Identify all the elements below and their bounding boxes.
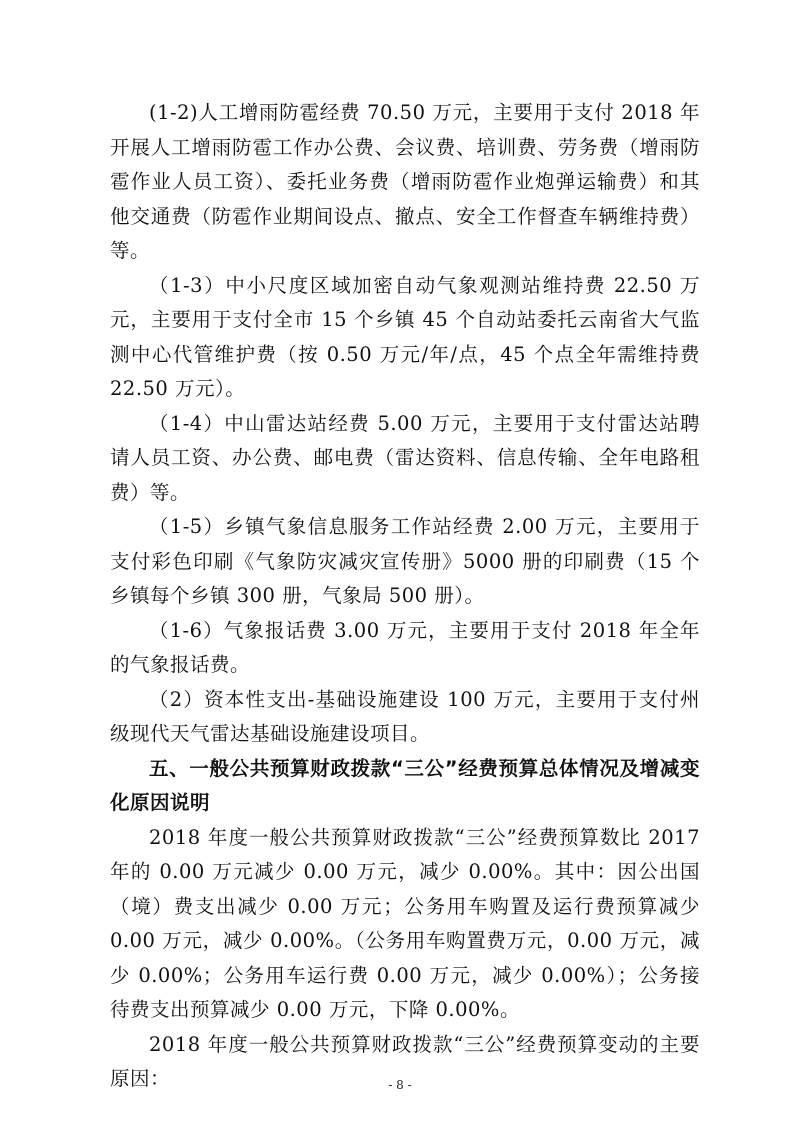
paragraph-1-5: （1-5）乡镇气象信息服务工作站经费 2.00 万元，主要用于支付彩色印刷《气象防灾减灾宣传册》5000 册的印刷费（15 个乡镇每个乡镇 300 册，气象局 500 册）。: [110, 515, 700, 607]
paragraph-1-4: （1-4）中山雷达站经费 5.00 万元，主要用于支付雷达站聘请人员工资、办公费、邮电费（雷达资料、信息传输、全年电路租费）等。: [110, 411, 700, 504]
paragraph-1-2: (1-2)人工增雨防雹经费 70.50 万元，主要用于支付 2018 年开展人工增雨防雹工作办公费、会议费、培训费、劳务费（增雨防雹作业人员工资）、委托业务费（增雨防雹作业炮弹运输费）和其他交通费（防雹作业期间设点、撤点、安全工作督查车辆维持费）等。: [110, 101, 700, 262]
paragraph-three-public-summary: 2018 年度一般公共预算财政拨款“三公”经费预算数比 2017 年的 0.00 万元减少 0.00 万元，减少 0.00%。其中：因公出国（境）费支出减少 0.00 万元；公务用车购置及运行费预算减少 0.00 万元，减少 0.00%。（公务用车购置费万元，0.00 万元，减少 0.00%；公务用车运行费 0.00 万元，减少 0.00%）；公务接待费支出预算减少 0.00 万元，下降 0.00%。: [110, 825, 700, 1021]
page-number: - 8 -: [388, 1078, 412, 1092]
paragraph-1-6: （1-6）气象报话费 3.00 万元，主要用于支付 2018 年全年的气象报话费。: [110, 618, 700, 676]
section-heading: 五、一般公共预算财政拨款“三公”经费预算总体情况及增减变化原因说明: [110, 756, 700, 814]
page-content: [110, 96, 700, 1097]
paragraph-2: （2）资本性支出-基础设施建设 100 万元，主要用于支付州级现代天气雷达基础设施建设项目。: [110, 687, 700, 745]
paragraph-1-3: （1-3）中小尺度区域加密自动气象观测站维持费 22.50 万元，主要用于支付全市 15 个乡镇 45 个自动站委托云南省大气监测中心代管维护费（按 0.50 万元/年/点，45 个点全年需维持费 22.50 万元）。: [110, 273, 700, 400]
paragraph-change-reason: 2018 年度一般公共预算财政拨款“三公”经费预算变动的主要原因：: [110, 1032, 700, 1090]
